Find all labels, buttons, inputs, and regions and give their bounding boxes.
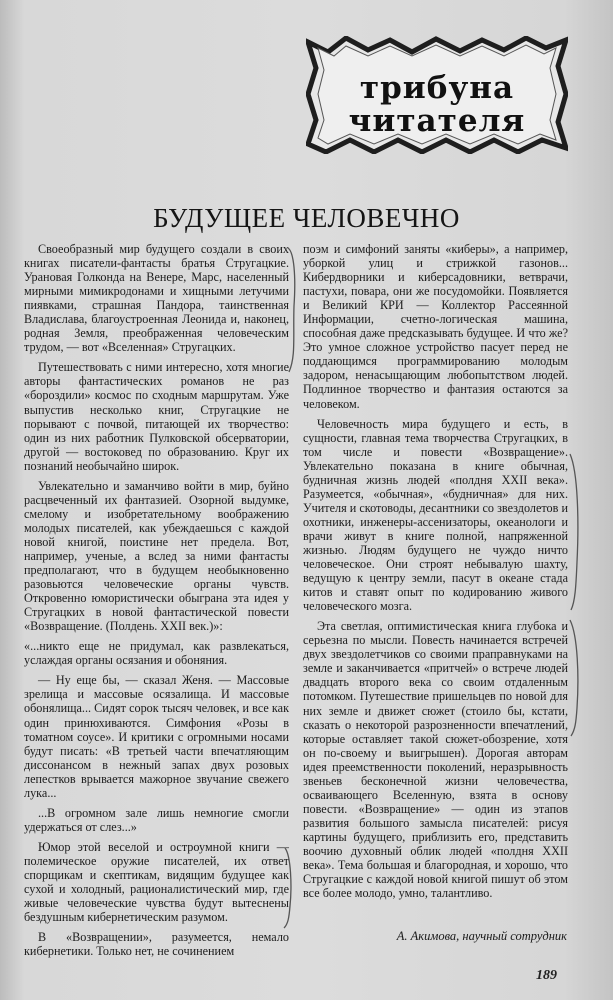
article-right-column [303,242,568,906]
paragraph: Эта светлая, оптимистическая книга глубока и серьезна по мысли. Повесть начинается встречей двух звездолетчиков со своими праправнуками на земле и заканчивается «притчей» о встрече людей двадцать второго века со своим отдаленным потомком. Путешествие пришельцев по новой для них земле и движет сюжет (стоило бы, кстати, сказать о некоторой разрозненности впечатлений, которые оставляет такой сюжет-обозрение, хотя он по-своему и выигрышен). Дорогая авторам идея преемственности поколений, неразрывность звеньев бесконечной жизни человечества, осваивающего Вселенную, взята в основу повести. «Возвращение» — один из этапов развития большого замысла писателей: рисуя картины будущего, приблизить его, представить воочию духовный облик людей «полдня XXII века». Тема большая и благородная, и хорошо, что Стругацкие с каждой новой книгой пишут об этом все более молодо, умно, талантливо. [303,619,568,901]
quote-paragraph: — Ну еще бы, — сказал Женя. — Массовые зрелища и массовые осязалища. И массовые обонялища... Сидят сорок тысяч человек, и все как один принюхиваются. Симфония «Розы в томатном соусе». И критики с огромными носами будут писать: «В третьей части впечатляющим диссонансом в нежный запах двух розовых лепестков врывается мажорное звучание свежего лука... [24,673,289,800]
paragraph: Юмор этой веселой и остроумной книги — полемическое оружие писателей, их ответ спорщикам и скептикам, видящим будущее как сухой и холодный, рационалистический мир, где живые человеческие чувства будут вытеснены бездушным кибернетическим разумом. [24,839,289,925]
section-header-banner [306,36,568,154]
paragraph: Своеобразный мир будущего создали в своих книгах писатели-фантасты братья Стругацкие. Урановая Голконда на Венере, Марс, населенный мирными мимикродонами и хищными летучими пиявками, страшная Пандора, таинственная Владислава, благоустроенная Леонида и, наконец, родная Земля, преображенная человеческим трудом, — вот «Вселенная» Стругацких. [24,242,289,355]
article-title: БУДУЩЕЕ ЧЕЛОВЕЧНО [153,203,460,233]
section-header-line1: трибуна [359,70,515,106]
section-header-line2: читателя [348,103,526,139]
article-left-column [24,242,289,964]
pencil-margin-mark [286,246,300,376]
page-number: 189 [536,968,557,983]
quote-paragraph: «...никто еще не придумал, как развлекаться, услаждая органы осязания и обоняния. [24,639,289,668]
paragraph: В «Возвращении», разумеется, немало кибернетики. Только нет, не сочинением [24,930,289,959]
pencil-margin-mark [568,452,582,612]
pencil-margin-mark [568,618,582,738]
paragraph: Человечность мира будущего и есть, в сущности, главная тема творчества Стругацких, в том числе и повести «Возвращение». Увлекательно показана в книге обычная, будничная жизнь людей «полдня XXII века». Разумеется, «обычная», «будничная» для них. Учителя и скотоводы, десантники со звездолетов и охотники, инженеры-ассенизаторы, океанологи и врачи живут в книге полной, напряженной жизнью. Людям будущего не чуждо ничто человеческое. Они строят небывалую шахту, ведущую к центру земли, пасут в океане стада китов и ставят опыт по кодированию живого человеческого мозга. [303,416,568,614]
paragraph: поэм и симфоний заняты «киберы», а например, уборкой улиц и стрижкой газонов... Кибердворники и киберсадовники, ветврачи, пастухи, повара, они же посудомойки. Появляется и Великий КРИ — Коллектор Рассеянной Информации, счетно-логическая машина, способная даже предсказывать будущее. И что же? Это умное сложное устройство пасует перед не поддающимся программированию молодым задором, ненасыщающим любопытством людей. Подлинное творчество и фантазия остаются за человеком. [303,242,568,411]
quote-paragraph: ...В огромном зале лишь немногие смогли удержаться от слез...» [24,805,289,834]
section-header-title [306,72,568,138]
paragraph: Путешествовать с ними интересно, хотя многие авторы фантастических романов не раз «бороздили» космос по сходным маршрутам. Уже выпустив несколько книг, Стругацкие не порывают с почвой, питающей их творчество: один из них работник Пулковской обсерватории, другой — востоковед по образованию. Круг их познаний необычайно широк. [24,360,289,473]
pencil-margin-mark [282,846,296,930]
paragraph: Увлекательно и заманчиво войти в мир, буйно расцвеченный их фантазией. Озорной выдумке, смелому и изобретательному воображению молодых писателей, как убеждаешься с каждой новой книгой, поистине нет предела. Вот, например, ученые, а вслед за ними фантасты предполагают, что в будущем необыкновенно разовьются человеческие органы чувств. Откровенно юмористически обыграна эта идея у Стругацких в новой фантастической повести «Возвращение. (Полдень. XXII век.)»: [24,478,289,634]
author-signature: А. Акимова, научный сотрудник [396,929,567,943]
